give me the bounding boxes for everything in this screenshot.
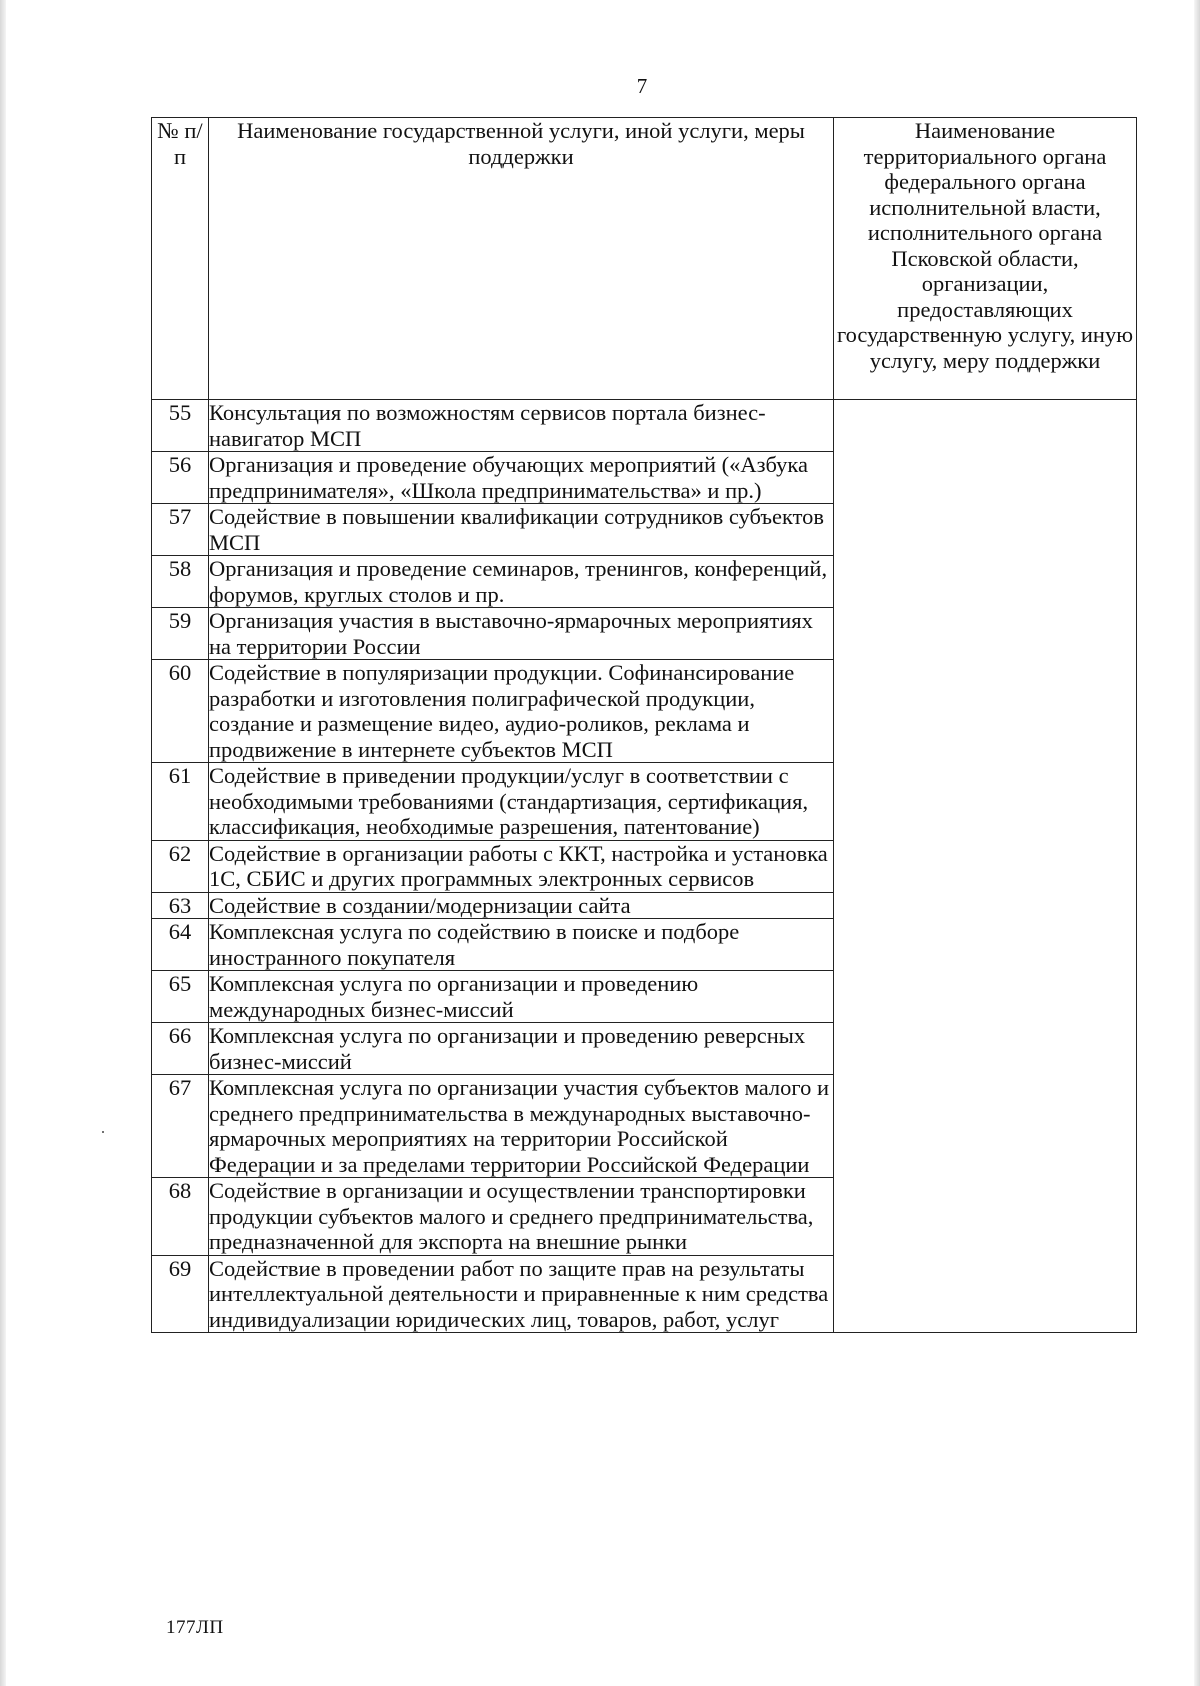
- row-number: 68: [152, 1178, 209, 1256]
- organization-cell-merged: [834, 400, 1137, 1333]
- row-number: 67: [152, 1075, 209, 1178]
- row-number: 61: [152, 763, 209, 841]
- row-service-name: Содействие в организации работы с ККТ, настройка и установка 1С, СБИС и других программных электронных сервисов: [209, 840, 834, 892]
- row-number: 69: [152, 1255, 209, 1333]
- row-service-name: Содействие в организации и осуществлении транспортировки продукции субъектов малого и среднего предпринимательства, предназначенной для экспорта на внешние рынки: [209, 1178, 834, 1256]
- header-number: № п/п: [152, 118, 209, 400]
- row-number: 59: [152, 608, 209, 660]
- row-number: 56: [152, 452, 209, 504]
- row-number: 64: [152, 919, 209, 971]
- row-service-name: Комплексная услуга по организации участия субъектов малого и среднего предпринимательства в международных выставочно-ярмарочных мероприятиях на территории Российской Федерации и за пределами территории Российской Федерации: [209, 1075, 834, 1178]
- row-number: 60: [152, 660, 209, 763]
- row-service-name: Организация участия в выставочно-ярмарочных мероприятиях на территории России: [209, 608, 834, 660]
- footer-document-code: 177ЛП: [166, 1617, 224, 1638]
- row-number: 57: [152, 504, 209, 556]
- row-number: 63: [152, 892, 209, 919]
- header-organization: Наименование территориального органа федерального органа исполнительной власти, исполнительного органа Псковской области, организации, предоставляющих государственную услугу, иную услугу, меру поддержки: [834, 118, 1137, 400]
- services-table: [151, 117, 1137, 1333]
- row-service-name: Консультация по возможностям сервисов портала бизнес-навигатор МСП: [209, 400, 834, 452]
- row-service-name: Содействие в популяризации продукции. Софинансирование разработки и изготовления полиграфической продукции, создание и размещение видео, аудио-роликов, реклама и продвижение в интернете субъектов МСП: [209, 660, 834, 763]
- row-number: 65: [152, 971, 209, 1023]
- row-number: 55: [152, 400, 209, 452]
- row-service-name: Комплексная услуга по организации и проведению реверсных бизнес-миссий: [209, 1023, 834, 1075]
- row-service-name: Организация и проведение обучающих мероприятий («Азбука предпринимателя», «Школа предпринимательства» и пр.): [209, 452, 834, 504]
- row-number: 62: [152, 840, 209, 892]
- table-header-row: [152, 118, 1137, 400]
- scan-speck: [102, 1131, 104, 1133]
- page-number: 7: [636, 74, 648, 98]
- table-row: [152, 400, 1137, 452]
- scan-edge-left: [0, 0, 6, 1686]
- row-service-name: Комплексная услуга по организации и проведению международных бизнес-миссий: [209, 971, 834, 1023]
- row-number: 66: [152, 1023, 209, 1075]
- row-number: 58: [152, 556, 209, 608]
- scan-edge-right: [1194, 0, 1200, 1686]
- row-service-name: Содействие в создании/модернизации сайта: [209, 892, 834, 919]
- row-service-name: Организация и проведение семинаров, тренингов, конференций, форумов, круглых столов и пр.: [209, 556, 834, 608]
- row-service-name: Комплексная услуга по содействию в поиске и подборе иностранного покупателя: [209, 919, 834, 971]
- row-service-name: Содействие в проведении работ по защите прав на результаты интеллектуальной деятельности и приравненные к ним средства индивидуализации юридических лиц, товаров, работ, услуг: [209, 1255, 834, 1333]
- header-service-name: Наименование государственной услуги, иной услуги, меры поддержки: [209, 118, 834, 400]
- row-service-name: Содействие в приведении продукции/услуг в соответствии с необходимыми требованиями (стандартизация, сертификация, классификация, необходимые разрешения, патентование): [209, 763, 834, 841]
- row-service-name: Содействие в повышении квалификации сотрудников субъектов МСП: [209, 504, 834, 556]
